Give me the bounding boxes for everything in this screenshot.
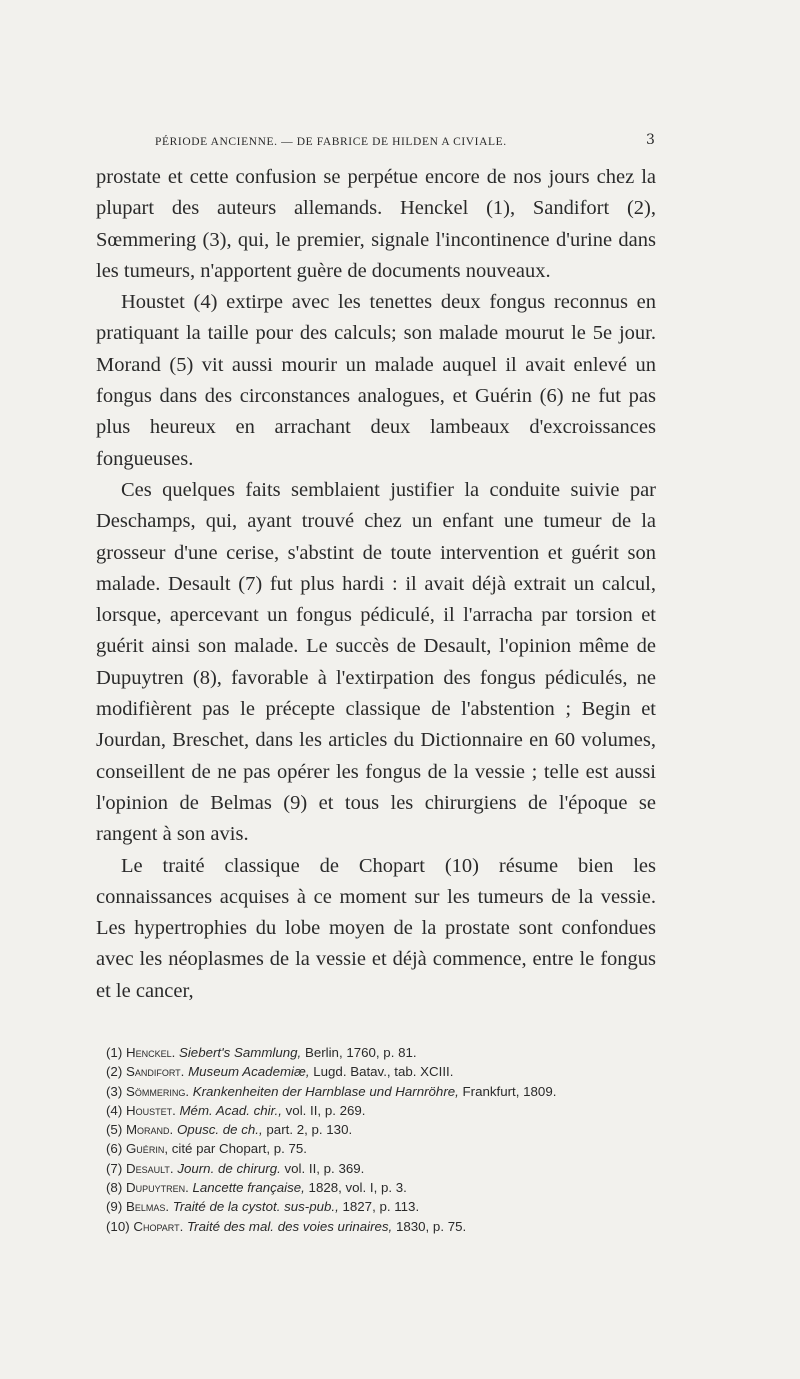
footnote: [96, 1082, 656, 1101]
page-number: 3: [646, 132, 655, 148]
footnote-title: Museum Academiæ,: [188, 1064, 310, 1080]
footnote-number: (1): [106, 1045, 123, 1060]
footnote-number: (4): [106, 1102, 123, 1118]
footnote-author: Desault.: [125, 1160, 174, 1176]
footnote-author: Henckel.: [125, 1045, 176, 1060]
footnote: [96, 1043, 656, 1062]
footnote-number: (3): [106, 1083, 123, 1099]
footnote-details: 1830, p. 75.: [395, 1218, 467, 1234]
footnote-details: Lugd. Batav., tab. XCIII.: [313, 1064, 454, 1080]
footnote-title: Traité des mal. des voies urinaires,: [187, 1218, 393, 1234]
footnote-number: (8): [106, 1180, 123, 1196]
footnote-title: Mém. Acad. chir.,: [179, 1102, 282, 1118]
footnote-number: (2): [106, 1064, 123, 1080]
footnotes: [96, 1043, 656, 1236]
footnote: [96, 1159, 656, 1178]
footnote-number: (10): [106, 1218, 130, 1234]
footnote-author: Houstet.: [125, 1102, 176, 1118]
footnote-title: Lancette française,: [192, 1180, 305, 1196]
footnote: [96, 1217, 656, 1236]
footnote-title: Traité de la cystot. sus-pub.,: [172, 1199, 339, 1215]
footnote-details: Frankfurt, 1809.: [462, 1083, 557, 1099]
footnote-title: Siebert's Sammlung,: [178, 1045, 302, 1060]
footnote-details: 1828, vol. I, p. 3.: [308, 1180, 407, 1196]
footnote-author: Chopart.: [133, 1218, 184, 1234]
footnote-details: cité par Chopart, p. 75.: [171, 1141, 307, 1157]
footnote-details: vol. II, p. 269.: [285, 1102, 366, 1118]
footnote-details: vol. II, p. 369.: [284, 1160, 365, 1176]
footnote-author: Guérin,: [125, 1141, 169, 1157]
footnote-details: part. 2, p. 130.: [266, 1122, 353, 1138]
footnote: [96, 1197, 656, 1216]
footnote-author: Sandifort.: [125, 1064, 185, 1080]
footnote-author: Belmas.: [125, 1199, 170, 1215]
main-text: [96, 162, 656, 1007]
paragraph: prostate et cette confusion se perpétue encore de nos jours chez la plupart des auteurs allemands. Henckel (1), Sandifort (2), Sœmmering (3), qui, le premier, signale l'incontinence d'urine dans les tumeurs, n'apportent guère de documents nouveaux.: [96, 166, 656, 282]
footnote-number: (7): [106, 1160, 123, 1176]
footnote-title: Krankenheiten der Harnblase und Harnröhre,: [192, 1083, 459, 1099]
footnote-number: (6): [106, 1141, 123, 1157]
footnote: [96, 1101, 656, 1120]
footnote: [96, 1120, 656, 1139]
paragraph: Le traité classique de Chopart (10) résume bien les connaissances acquises à ce moment sur les tumeurs de la vessie. Les hypertrophies du lobe moyen de la prostate sont confondues avec les néoplasmes de la vessie et déjà commence, entre le fongus et le cancer,: [96, 854, 656, 1002]
running-header: PÉRIODE ANCIENNE. — DE FABRICE DE HILDEN A CIVIALE.: [155, 136, 507, 148]
footnote: [96, 1178, 656, 1197]
footnote: [96, 1139, 656, 1158]
footnote-details: Berlin, 1760, p. 81.: [304, 1045, 417, 1060]
footnote-details: 1827, p. 113.: [342, 1199, 420, 1215]
footnote-author: Morand.: [125, 1122, 174, 1138]
footnote-title: Opusc. de ch.,: [176, 1122, 263, 1138]
footnote: [96, 1062, 656, 1081]
footnote-title: Journ. de chirurg.: [177, 1160, 281, 1176]
footnote-author: Dupuytren.: [125, 1180, 189, 1196]
footnote-number: (5): [106, 1122, 123, 1138]
footnote-author: Sömmering.: [125, 1083, 190, 1099]
paragraph: Houstet (4) extirpe avec les tenettes deux fongus reconnus en pratiquant la taille pour des calculs; son malade mourut le 5e jour. Morand (5) vit aussi mourir un malade auquel il avait enlevé un fongus dans des circonstances analogues, et Guérin (6) ne fut pas plus heureux en arrachant deux lambeaux d'excroissances fongueuses.: [96, 291, 656, 470]
footnote-number: (9): [106, 1199, 123, 1215]
paragraph: Ces quelques faits semblaient justifier la conduite suivie par Deschamps, qui, ayant trouvé chez un enfant une tumeur de la grosseur d'une cerise, s'abstint de toute intervention et guérit son malade. Desault (7) fut plus hardi : il avait déjà extrait un calcul, lorsque, apercevant un fongus pédiculé, il l'arracha par torsion et guérit ainsi son malade. Le succès de Desault, l'opinion même de Dupuytren (8), favorable à l'extirpation des fongus pédiculés, ne modifièrent pas le précepte classique de l'abstention ; Begin et Jourdan, Breschet, dans les articles du Dictionnaire en 60 volumes, conseillent de ne pas opérer les fongus de la vessie ; telle est aussi l'opinion de Belmas (9) et tous les chirurgiens de l'époque se rangent à son avis.: [96, 478, 656, 846]
